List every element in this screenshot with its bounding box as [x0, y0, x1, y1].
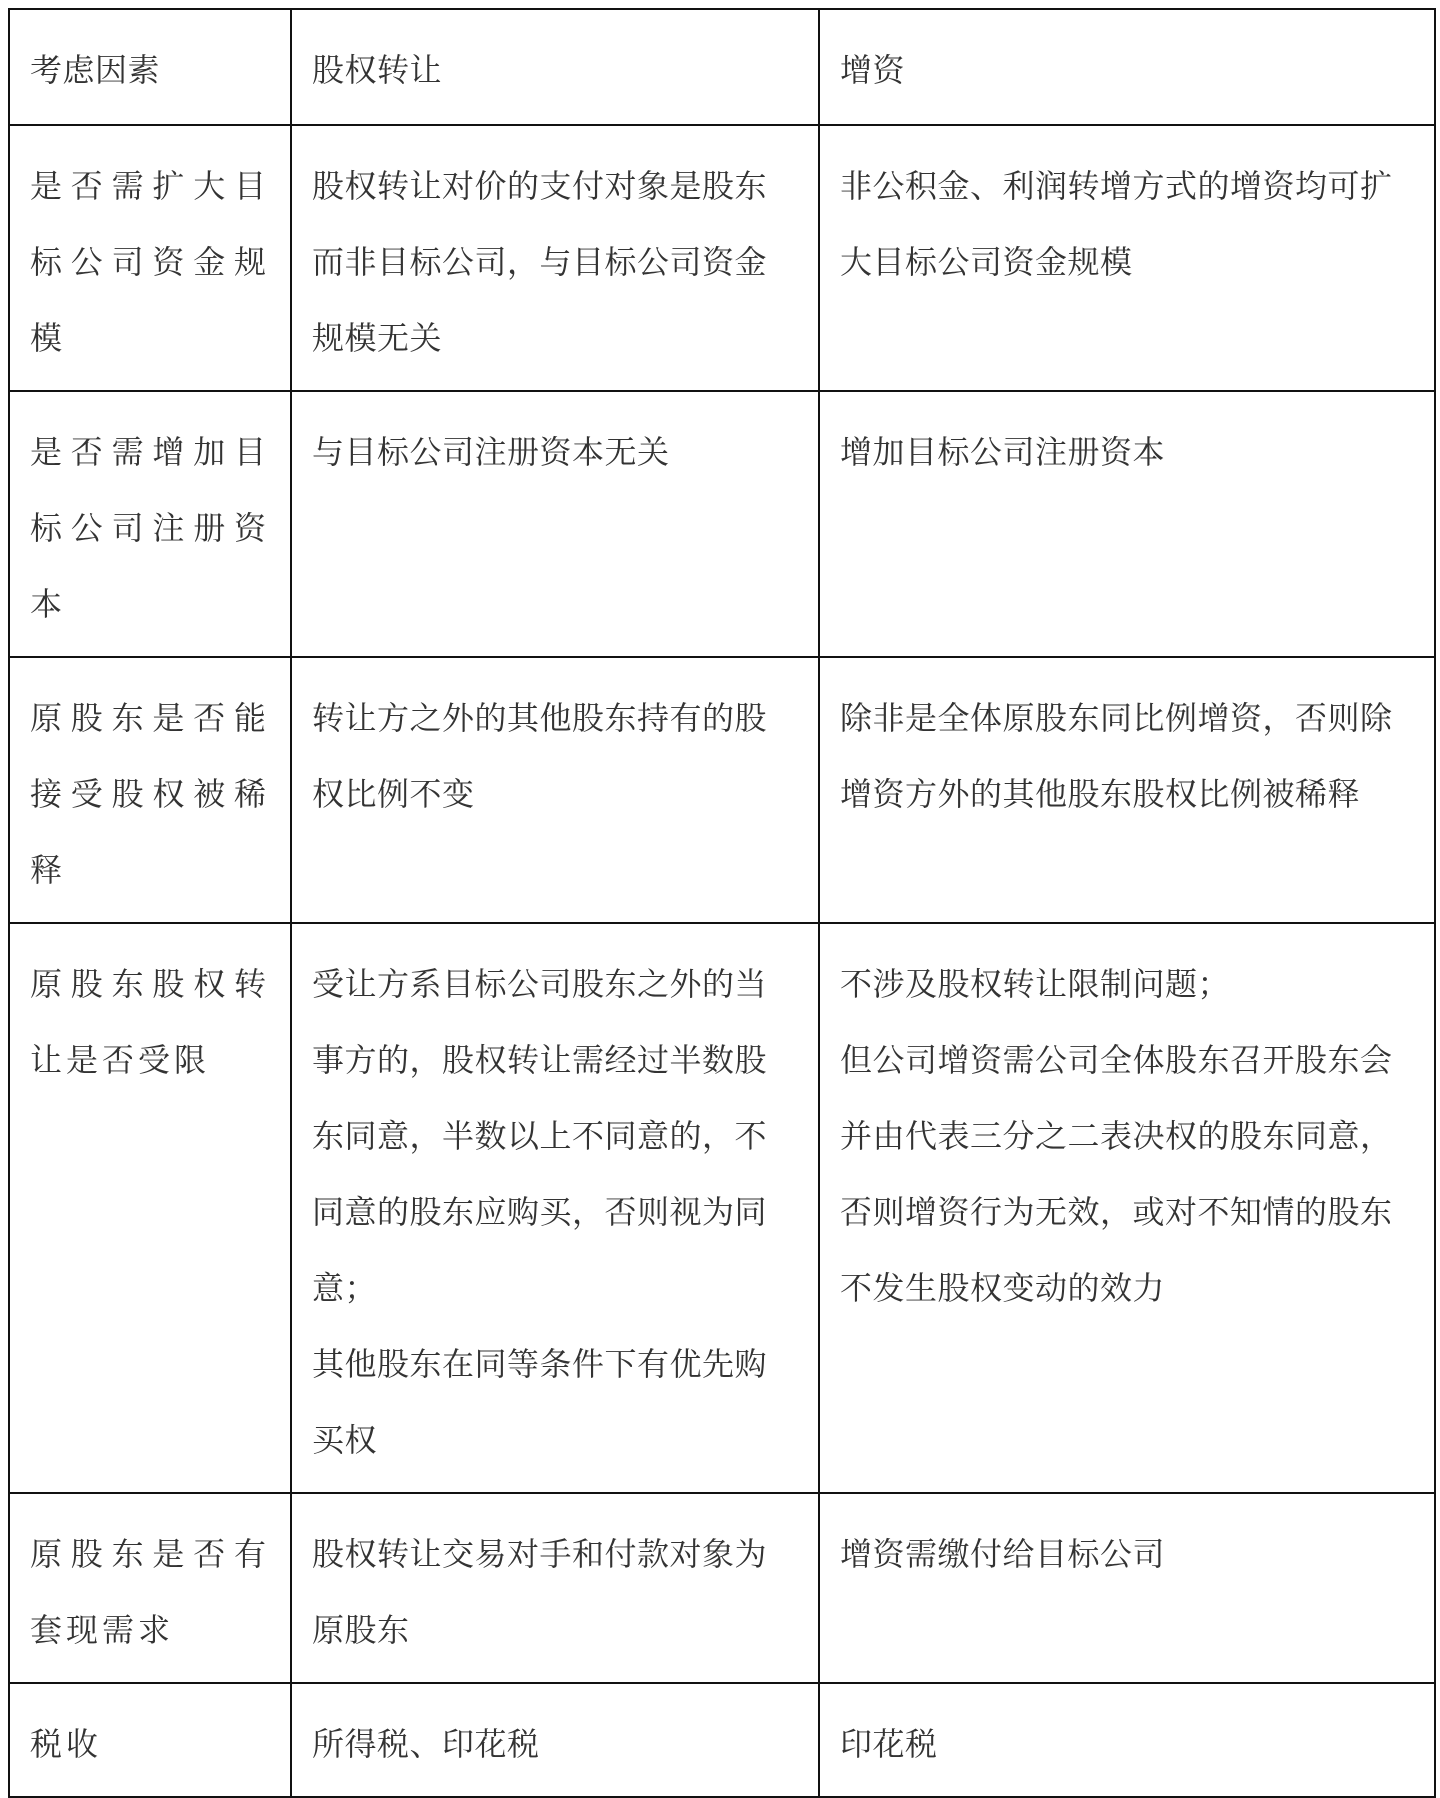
- comparison-table: [8, 8, 1436, 1798]
- transfer-cell: [291, 125, 819, 391]
- capital-increase-text: 增资需缴付给目标公司: [840, 1535, 1166, 1573]
- factor-cell: 是否需增加目标公司注册资本: [9, 391, 291, 657]
- factor-cell: 原股东是否有套现需求: [9, 1493, 291, 1683]
- header-factor: 考虑因素: [9, 9, 291, 125]
- capital-increase-text: 除非是全体原股东同比例增资，否则除增资方外的其他股东股权比例被稀释: [840, 699, 1393, 813]
- capital-increase-text: 非公积金、利润转增方式的增资均可扩大目标公司资金规模: [840, 167, 1393, 281]
- capital-increase-cell: [819, 923, 1435, 1493]
- capital-increase-cell: [819, 1683, 1435, 1797]
- factor-cell: 原股东是否能接受股权被稀释: [9, 657, 291, 923]
- table-row: [9, 923, 1435, 1493]
- transfer-text: 转让方之外的其他股东持有的股权比例不变: [312, 699, 768, 813]
- header-equity-transfer: 股权转让: [291, 9, 819, 125]
- transfer-text: 所得税、印花税: [312, 1725, 540, 1763]
- transfer-cell: [291, 1683, 819, 1797]
- table-header-row: [9, 9, 1435, 125]
- transfer-text: 股权转让交易对手和付款对象为原股东: [312, 1535, 768, 1649]
- factor-cell: 原股东股权转让是否受限: [9, 923, 291, 1493]
- transfer-text: 其他股东在同等条件下有优先购买权: [312, 1345, 768, 1459]
- header-capital-increase: 增资: [819, 9, 1435, 125]
- transfer-cell: [291, 391, 819, 657]
- transfer-cell: [291, 1493, 819, 1683]
- capital-increase-text: 增加目标公司注册资本: [840, 433, 1166, 471]
- factor-cell: 税收: [9, 1683, 291, 1797]
- capital-increase-text: 但公司增资需公司全体股东召开股东会并由代表三分之二表决权的股东同意，否则增资行为无效，或对不知情的股东不发生股权变动的效力: [840, 1041, 1393, 1307]
- table-row: [9, 125, 1435, 391]
- table-row: [9, 391, 1435, 657]
- table-row: [9, 657, 1435, 923]
- capital-increase-cell: [819, 125, 1435, 391]
- capital-increase-text: 印花税: [840, 1725, 938, 1763]
- table-row: [9, 1683, 1435, 1797]
- transfer-text: 受让方系目标公司股东之外的当事方的，股权转让需经过半数股东同意，半数以上不同意的，不同意的股东应购买，否则视为同意；: [312, 965, 768, 1307]
- factor-cell: 是否需扩大目标公司资金规模: [9, 125, 291, 391]
- capital-increase-cell: [819, 657, 1435, 923]
- transfer-cell: [291, 923, 819, 1493]
- capital-increase-cell: [819, 1493, 1435, 1683]
- transfer-cell: [291, 657, 819, 923]
- capital-increase-cell: [819, 391, 1435, 657]
- comparison-table-container: [8, 8, 1434, 1798]
- table-row: [9, 1493, 1435, 1683]
- capital-increase-text: 不涉及股权转让限制问题；: [840, 965, 1231, 1003]
- transfer-text: 股权转让对价的支付对象是股东而非目标公司，与目标公司资金规模无关: [312, 167, 768, 357]
- transfer-text: 与目标公司注册资本无关: [312, 433, 670, 471]
